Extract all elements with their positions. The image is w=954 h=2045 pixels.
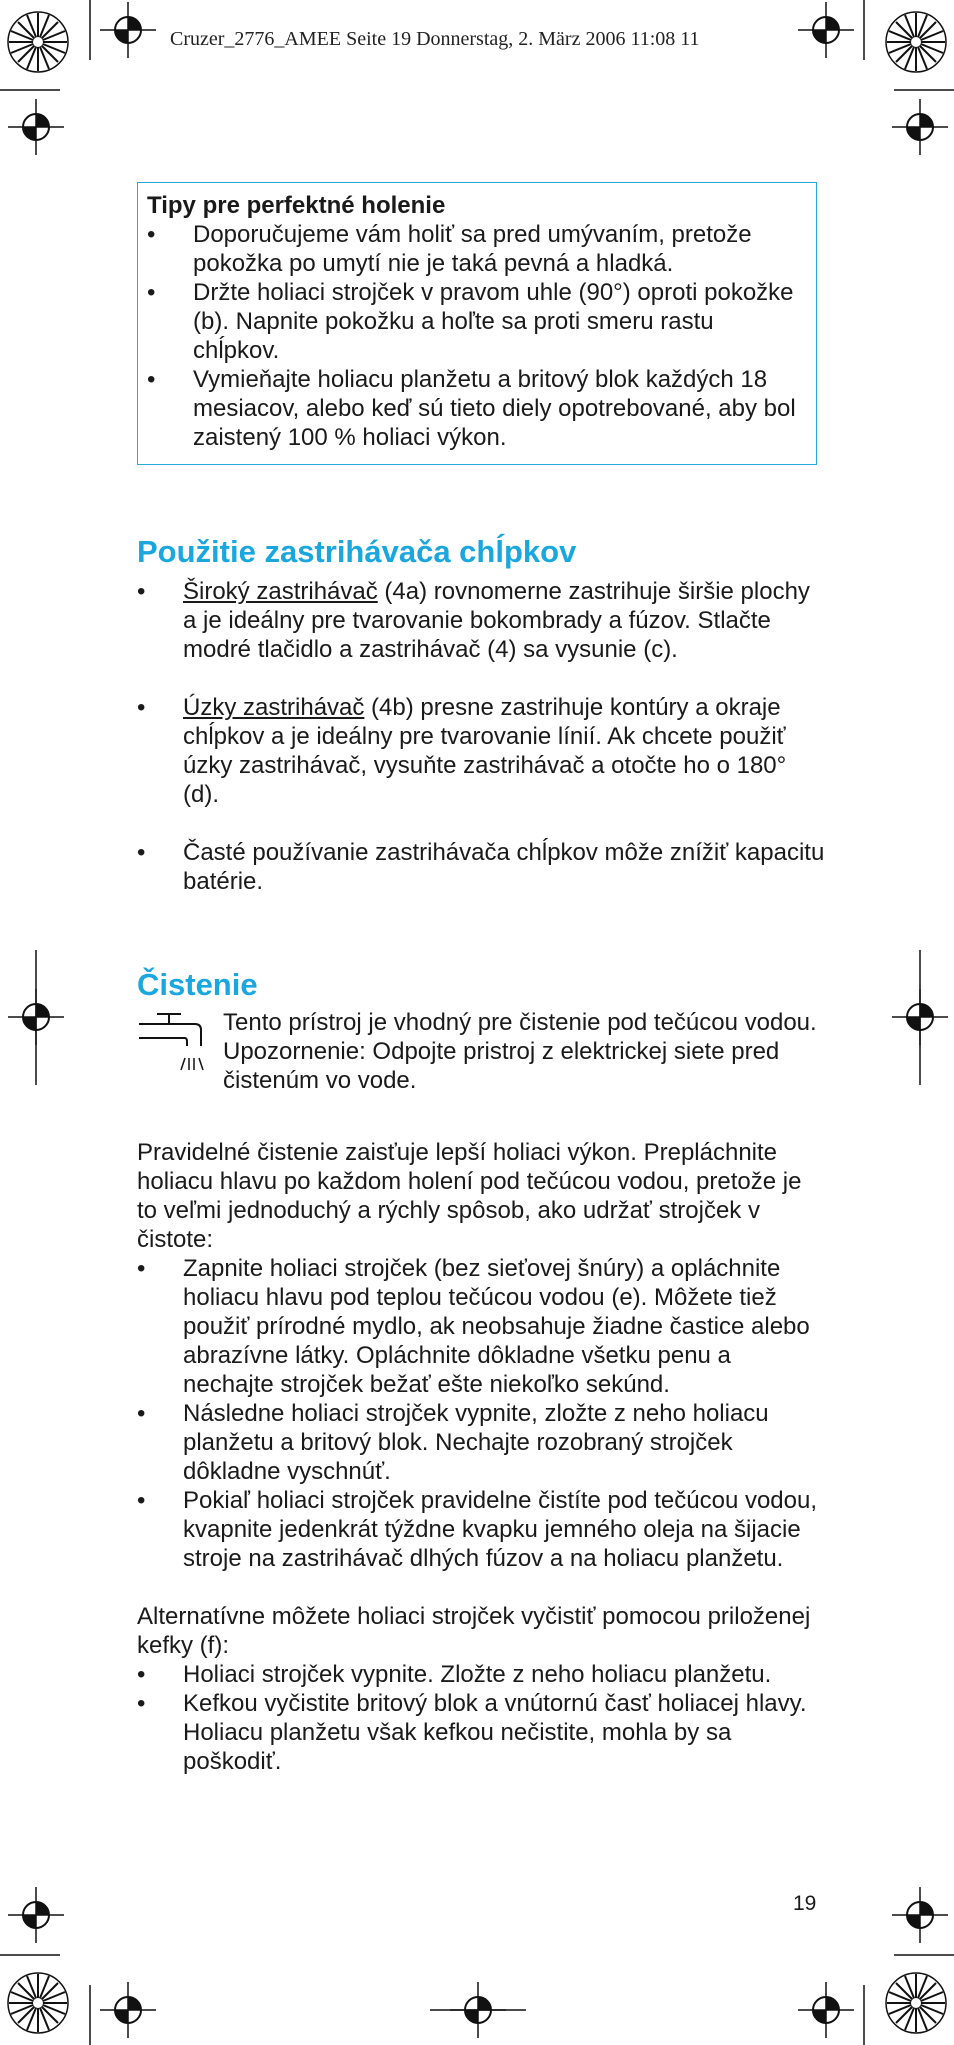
bullet: • (137, 1487, 146, 1514)
tips-title: Tipy pre perfektné holenie (147, 192, 446, 219)
list-item (137, 1254, 827, 1399)
tips-item-text: Držte holiaci strojček v pravom uhle (90°) oproti pokožke (b). Napnite pokožku a hoľte sa proti smeru rastu chĺpkov. (193, 279, 794, 364)
brush-intro: Alternatívne môžete holiaci strojček vyčistiť pomocou priloženej kefky (f): (137, 1603, 811, 1659)
cleaning-list (137, 1254, 827, 1573)
trimmer-list (137, 577, 827, 896)
bullet: • (137, 839, 146, 866)
brush-item-text: Kefkou vyčistite britový blok a vnútornú časť holiacej hlavy. Holiacu planžetu však kefkou nečistite, mohla by sa poškodiť. (183, 1690, 807, 1775)
tap-note-text: Tento prístroj je vhodný pre čistenie pod tečúcou vodou. (223, 1009, 817, 1036)
bullet: • (137, 694, 146, 721)
narrow-trimmer-text: (4b) presne zastrihuje kontúry a okraje chĺpkov a je ideálny pre tvarovanie línií. Ak chcete použiť úzky zastrihávač, vysuňte zastrihávač a otočte ho o 180° (d). (183, 694, 787, 808)
list-item (137, 1486, 827, 1573)
list-item (147, 365, 804, 452)
tips-list (147, 220, 804, 452)
list-item (137, 1660, 827, 1689)
bullet: • (137, 1661, 146, 1688)
bullet: • (137, 578, 146, 605)
tap-note (137, 1008, 827, 1124)
wide-trimmer-text: (4a) rovnomerne zastrihuje širšie plochy a je ideálny pre tvarovanie bokombrady a fúzov. Stlačte modré tlačidlo a zastrihávač (4) sa vysunie (c). (183, 578, 810, 663)
cleaning-intro: Pravidelné čistenie zaisťuje lepší holiaci výkon. Prepláchnite holiacu hlavu po každom holení pod tečúcou vodou, pretože je to veľmi jednoduchý a rýchly spôsob, ako udržať strojček v čistote: (137, 1139, 802, 1253)
trimmer-section (137, 533, 827, 896)
tips-box (137, 182, 817, 465)
tips-item-text: Doporučujeme vám holiť sa pred umývaním, pretože pokožka po umytí nie je taká pevná a hladká. (193, 221, 752, 277)
cleaning-item-text: Pokiaľ holiaci strojček pravidelne čistíte pod tečúcou vodou, kvapnite jedenkrát týždne kvapku jemného oleja na šijacie stroje na zastrihávač dlhých fúzov a na holiacu planžetu. (183, 1487, 818, 1572)
narrow-trimmer-label: Úzky zastrihávač (183, 694, 365, 721)
bullet: • (147, 366, 156, 393)
battery-note: Časté používanie zastrihávača chĺpkov môže znížiť kapacitu batérie. (183, 839, 825, 895)
cleaning-heading: Čistenie (137, 967, 258, 1002)
list-item (137, 1689, 827, 1776)
list-item (147, 220, 804, 278)
cleaning-item-text: Následne holiaci strojček vypnite, zložte z neho holiacu planžetu a britový blok. Nechajte rozobraný strojček dôkladne vyschnúť. (183, 1400, 769, 1485)
bullet: • (137, 1400, 146, 1427)
list-item (147, 278, 804, 365)
tips-item-text: Vymieňajte holiacu planžetu a britový blok každých 18 mesiacov, alebo keď sú tieto diely opotrebované, aby bol zaistený 100 % holiaci výkon. (193, 366, 796, 451)
trimmer-heading: Použitie zastrihávača chĺpkov (137, 534, 577, 569)
brush-list (137, 1660, 827, 1776)
list-item (137, 693, 827, 809)
bullet: • (137, 1690, 146, 1717)
water-tap-icon (137, 1012, 207, 1082)
list-item (137, 838, 827, 896)
bullet: • (147, 279, 156, 306)
print-header: Cruzer_2776_AMEE Seite 19 Donnerstag, 2. März 2006 11:08 11 (170, 28, 700, 50)
bullet: • (147, 221, 156, 248)
disconnect-warning: Upozornenie: Odpojte pristroj z elektrickej siete pred čistenúm vo vode. (223, 1038, 780, 1094)
page-number: 19 (793, 1892, 817, 1915)
list-item (137, 577, 827, 664)
list-item (137, 1399, 827, 1486)
wide-trimmer-label: Široký zastrihávač (183, 578, 378, 605)
brush-item-text: Holiaci strojček vypnite. Zložte z neho holiacu planžetu. (183, 1661, 772, 1688)
cleaning-item-text: Zapnite holiaci strojček (bez sieťovej šnúry) a opláchnite holiacu hlavu pod teplou tečúcou vodou (e). Môžete tiež použiť prírodné mydlo, ak neobsahuje žiadne častice alebo abrazívne látky. Opláchnite dôkladne všetku penu a nechajte strojček bežať ešte niekoľko sekúnd. (183, 1255, 810, 1398)
cleaning-section (137, 966, 827, 1776)
bullet: • (137, 1255, 146, 1282)
